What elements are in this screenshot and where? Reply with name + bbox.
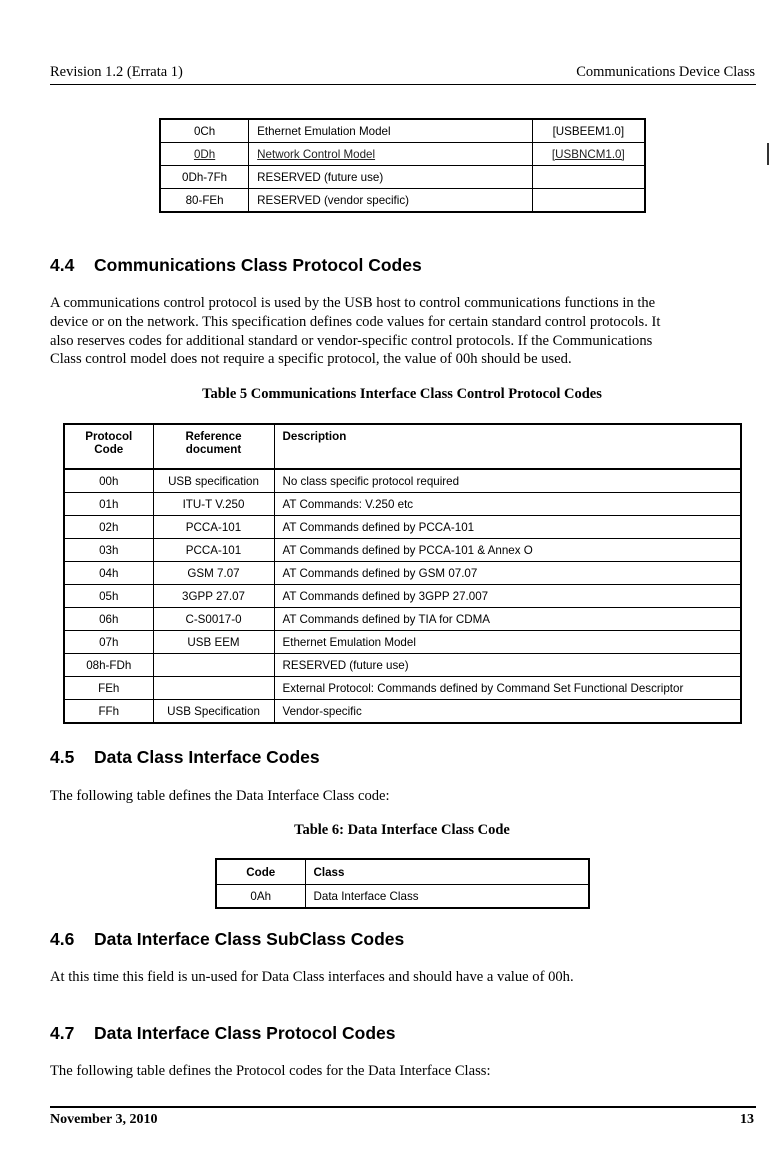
table-row	[64, 608, 741, 631]
section-heading-4-6	[50, 929, 404, 950]
cell-code: 02h	[64, 516, 153, 539]
table-row	[160, 166, 645, 189]
section-4-5-paragraph: The following table defines the Data Interface Class code:	[50, 788, 390, 804]
section-number: 4.4	[50, 255, 75, 275]
cell-ref: C-S0017-0	[153, 608, 274, 631]
header-class: Class	[305, 859, 589, 885]
cell-code: 04h	[64, 562, 153, 585]
cell-code: 03h	[64, 539, 153, 562]
cell-ref: USB EEM	[153, 631, 274, 654]
section-heading-4-7	[50, 1023, 395, 1044]
cell-ref	[153, 654, 274, 677]
cell-desc: RESERVED (future use)	[274, 654, 741, 677]
footer-rule	[50, 1106, 756, 1108]
table-row	[160, 143, 645, 166]
section-4-6-paragraph: At this time this field is un-used for Data Class interfaces and should have a value of 00h.	[50, 969, 574, 985]
paragraph-line: Class control model does not require a specific protocol, the value of 00h should be used.	[50, 351, 572, 368]
cell-model: Ethernet Emulation Model	[249, 119, 533, 143]
table-row	[216, 885, 589, 909]
cell-desc: AT Commands defined by PCCA-101 & Annex O	[274, 539, 741, 562]
table-row	[64, 585, 741, 608]
section-number: 4.6	[50, 929, 75, 949]
cell-code: 07h	[64, 631, 153, 654]
table-row	[64, 677, 741, 700]
table-5-caption: Table 5 Communications Interface Class Control Protocol Codes	[202, 386, 602, 402]
table-row	[64, 700, 741, 724]
cell-desc: External Protocol: Commands defined by Command Set Functional Descriptor	[274, 677, 741, 700]
cell-ref: [USBEEM1.0]	[532, 119, 645, 143]
cell-code: 80-FEh	[160, 189, 249, 213]
header-reference-document: Reference document	[153, 424, 274, 469]
cell-ref	[153, 677, 274, 700]
header-code: Code	[216, 859, 305, 885]
section-title: Communications Class Protocol Codes	[94, 255, 422, 275]
cell-code: 05h	[64, 585, 153, 608]
table-6-caption: Table 6: Data Interface Class Code	[294, 822, 510, 838]
header-protocol-code: Protocol Code	[64, 424, 153, 469]
page-number: 13	[740, 1112, 754, 1127]
cell-desc: AT Commands defined by TIA for CDMA	[274, 608, 741, 631]
section-4-7-paragraph: The following table defines the Protocol codes for the Data Interface Class:	[50, 1063, 491, 1079]
table-header-row	[64, 424, 741, 469]
cell-code: 08h-FDh	[64, 654, 153, 677]
table-row	[64, 516, 741, 539]
table-row	[160, 189, 645, 213]
cell-ref: 3GPP 27.07	[153, 585, 274, 608]
section-heading-4-4	[50, 255, 422, 276]
cell-desc: AT Commands defined by PCCA-101	[274, 516, 741, 539]
link-usbncm[interactable]: [USBNCM1.0]	[551, 147, 625, 161]
table-row	[64, 562, 741, 585]
section-title: Data Interface Class SubClass Codes	[94, 929, 405, 949]
cell-code: 0Ch	[160, 119, 249, 143]
table-row	[160, 119, 645, 143]
cell-ref: USB Specification	[153, 700, 274, 724]
cell-code: 06h	[64, 608, 153, 631]
cell-code: 01h	[64, 493, 153, 516]
paragraph-line: A communications control protocol is used by the USB host to control communications functions in the	[50, 295, 656, 311]
cell-code: 0Ah	[216, 885, 305, 909]
cell-code: 00h	[64, 469, 153, 493]
link-code-0dh[interactable]: 0Dh	[193, 147, 216, 161]
cell-code: FFh	[64, 700, 153, 724]
cell-ref	[532, 189, 645, 213]
cell-model: RESERVED (future use)	[249, 166, 533, 189]
header-doc-title: Communications Device Class	[576, 64, 755, 80]
cell-ref: USB specification	[153, 469, 274, 493]
table-row	[64, 539, 741, 562]
header-revision: Revision 1.2 (Errata 1)	[50, 64, 183, 80]
cell-class: Data Interface Class	[305, 885, 589, 909]
cell-desc: Vendor-specific	[274, 700, 741, 724]
table-row	[64, 654, 741, 677]
cell-code: FEh	[64, 677, 153, 700]
header-description: Description	[274, 424, 741, 469]
edge-mark	[767, 143, 769, 165]
cell-desc: No class specific protocol required	[274, 469, 741, 493]
cell-desc: AT Commands: V.250 etc	[274, 493, 741, 516]
table-6-data-interface-class	[215, 858, 590, 909]
table-header-row	[216, 859, 589, 885]
paragraph-line: also reserves codes for additional standard or vendor-specific control protocols. If the Communications	[50, 332, 653, 349]
table-5-protocol-codes	[63, 423, 742, 724]
table-row	[64, 493, 741, 516]
cell-desc: Ethernet Emulation Model	[274, 631, 741, 654]
header-rule	[50, 84, 756, 85]
cell-ref: ITU-T V.250	[153, 493, 274, 516]
footer-date: November 3, 2010	[50, 1112, 158, 1127]
cell-desc: AT Commands defined by 3GPP 27.007	[274, 585, 741, 608]
table-row	[64, 631, 741, 654]
link-network-control-model[interactable]: Network Control Model	[257, 147, 376, 161]
cell-code: 0Dh-7Fh	[160, 166, 249, 189]
cell-ref: PCCA-101	[153, 539, 274, 562]
paragraph-line: device or on the network. This specification defines code values for certain standard control protocols. It	[50, 313, 661, 330]
section-4-4-paragraph	[50, 294, 750, 369]
cell-ref: GSM 7.07	[153, 562, 274, 585]
table-control-models	[159, 118, 646, 213]
cell-model: RESERVED (vendor specific)	[249, 189, 533, 213]
table-row	[64, 469, 741, 493]
section-title: Data Interface Class Protocol Codes	[94, 1023, 396, 1043]
section-number: 4.5	[50, 747, 75, 767]
cell-ref: PCCA-101	[153, 516, 274, 539]
section-title: Data Class Interface Codes	[94, 747, 320, 767]
cell-desc: AT Commands defined by GSM 07.07	[274, 562, 741, 585]
section-number: 4.7	[50, 1023, 75, 1043]
section-heading-4-5	[50, 747, 320, 768]
cell-ref	[532, 166, 645, 189]
